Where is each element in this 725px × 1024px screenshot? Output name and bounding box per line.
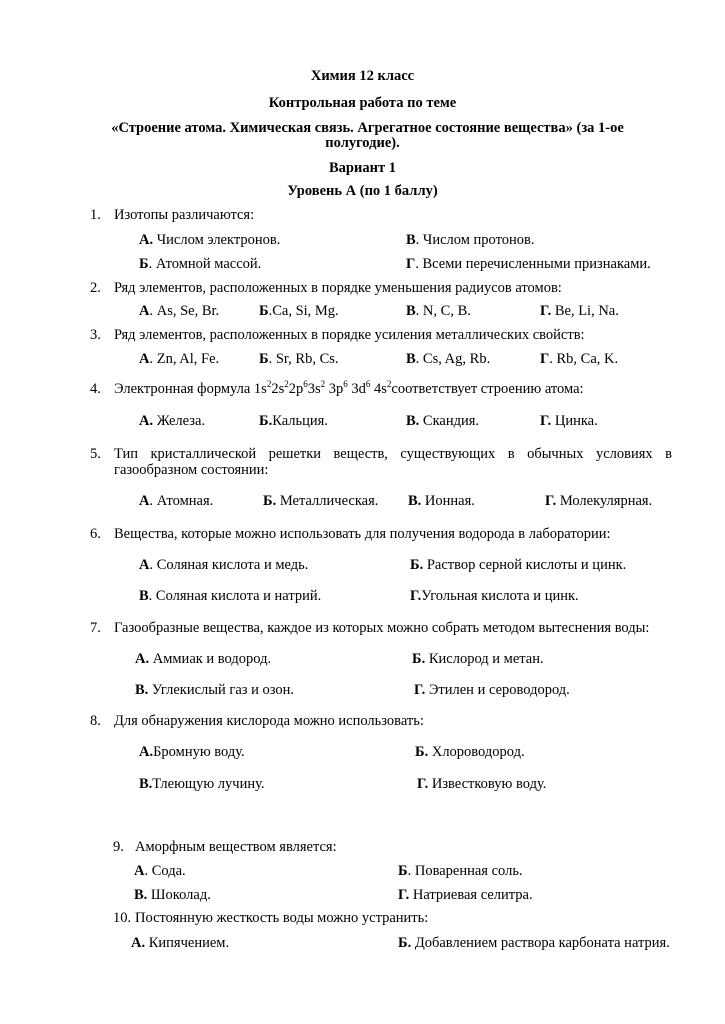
question-text: Ряд элементов, расположенных в порядке усиления металлических свойств:	[114, 327, 585, 343]
option-v: В. Скандия.	[406, 413, 480, 429]
option-a: А. Сода.	[134, 863, 186, 879]
option-b: Б. Металлическая.	[263, 493, 379, 509]
option-g: Г. Rb, Ca, K.	[540, 351, 619, 367]
option-b: Б. Хлороводород.	[415, 744, 525, 760]
option-a: А. Железа.	[139, 413, 206, 429]
option-a: А. Соляная кислота и медь.	[139, 557, 309, 573]
option-a: А. Кипячением.	[131, 935, 230, 951]
option-g: Г. Молекулярная.	[545, 493, 653, 509]
question-text: Аморфным веществом является:	[135, 839, 337, 855]
option-v: В. Соляная кислота и натрий.	[139, 588, 322, 604]
level-heading: Уровень А (по 1 баллу)	[287, 183, 438, 199]
question-text: Электронная формула $1s^22s^22p^63s^2$ $3p^6$ $3d^6$ $4s^2соответствует$ строению атома:	[114, 379, 584, 397]
option-a: А. Zn, Al, Fe.	[139, 351, 220, 367]
option-b: Б. Атомной массой.	[139, 256, 262, 272]
question-text: Изотопы различаются:	[114, 207, 255, 223]
question-text: Тип кристаллической решетки веществ, существующих в обычных условиях в	[114, 446, 672, 462]
option-v: В.Тлеющую лучину.	[139, 776, 265, 792]
question-number: 10.	[113, 910, 132, 926]
question-text: Постоянную жесткость воды можно устранить:	[135, 910, 429, 926]
question-number: 3.	[90, 327, 101, 343]
option-g: Г. Всеми перечисленными признаками.	[406, 256, 651, 272]
question-text-cont: газообразном состоянии:	[114, 462, 269, 478]
doc-title: Химия 12 класс	[310, 68, 415, 84]
question-text: Газообразные вещества, каждое из которых можно собрать методом вытеснения воды:	[114, 620, 650, 636]
option-g: Г.Угольная кислота и цинк.	[410, 588, 579, 604]
option-v: В. Ионная.	[408, 493, 475, 509]
option-g: Г. Этилен и сероводород.	[414, 682, 570, 698]
doc-subtitle: Контрольная работа по теме	[268, 95, 457, 111]
option-a: А.Бромную воду.	[139, 744, 245, 760]
option-b: Б. Добавлением раствора карбоната натрия.	[398, 935, 670, 951]
option-b: Б. Кислород и метан.	[412, 651, 544, 667]
option-v: В. Cs, Ag, Rb.	[406, 351, 491, 367]
question-number: 9.	[113, 839, 124, 855]
option-v: В. Шоколад.	[134, 887, 211, 903]
option-b: Б. Раствор серной кислоты и цинк.	[410, 557, 627, 573]
option-v: В. Углекислый газ и озон.	[135, 682, 295, 698]
option-a: А. As, Se, Br.	[139, 303, 220, 319]
option-a: А. Числом электронов.	[139, 232, 281, 248]
option-v: В. Числом протонов.	[406, 232, 535, 248]
option-g: Г. Известковую воду.	[417, 776, 547, 792]
question-text: Вещества, которые можно использовать для получения водорода в лаборатории:	[114, 526, 611, 542]
question-text: Для обнаружения кислорода можно использовать:	[114, 713, 424, 729]
option-b: Б.Ca, Si, Mg.	[259, 303, 339, 319]
option-a: А. Атомная.	[139, 493, 214, 509]
doc-topic-cont: полугодие).	[325, 135, 400, 151]
option-b: Б. Sr, Rb, Cs.	[259, 351, 339, 367]
variant-heading: Вариант 1	[329, 160, 396, 176]
question-number: 8.	[90, 713, 101, 729]
question-text: Ряд элементов, расположенных в порядке уменьшения радиусов атомов:	[114, 280, 562, 296]
question-number: 1.	[90, 207, 101, 223]
option-b: Б. Поваренная соль.	[398, 863, 523, 879]
option-v: В. N, C, B.	[406, 303, 471, 319]
question-number: 6.	[90, 526, 101, 542]
option-a: А. Аммиак и водород.	[135, 651, 272, 667]
option-b: Б.Кальция.	[259, 413, 328, 429]
option-g: Г. Be, Li, Na.	[540, 303, 619, 319]
option-g: Г. Цинка.	[540, 413, 598, 429]
question-number: 4.	[90, 381, 101, 397]
question-number: 7.	[90, 620, 101, 636]
question-number: 5.	[90, 446, 101, 462]
doc-topic: «Строение атома. Химическая связь. Агрегатное состояние вещества» (за 1-ое	[111, 120, 624, 136]
question-number: 2.	[90, 280, 101, 296]
option-g: Г. Натриевая селитра.	[398, 887, 533, 903]
